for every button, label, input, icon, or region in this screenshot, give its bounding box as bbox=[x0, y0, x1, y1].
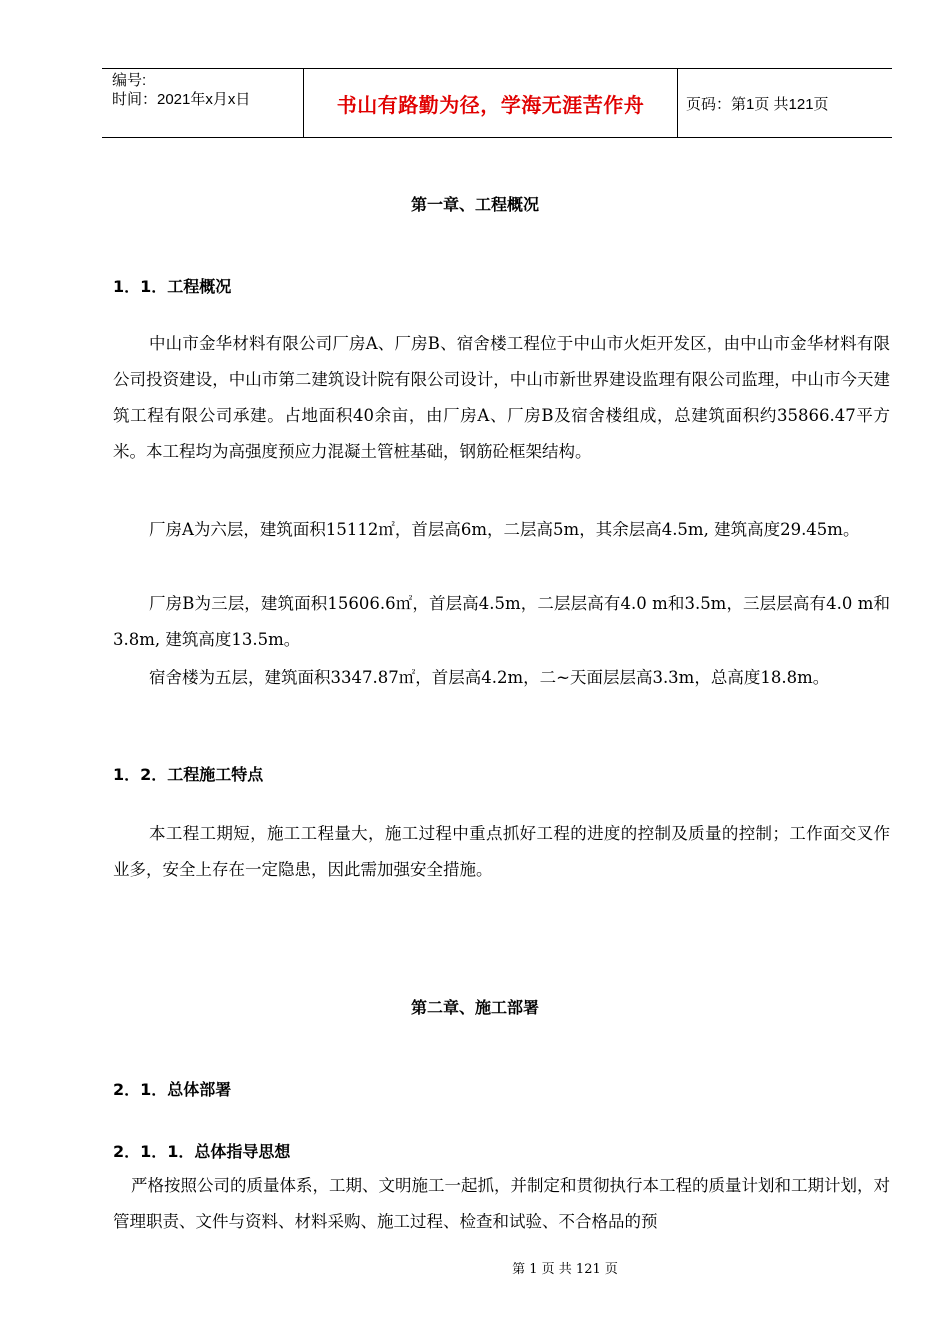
section-1-2-paragraph-1: 本工程工期短，施工工程量大，施工过程中重点抓好工程的进度的控制及质量的控制；工作面交叉作业多，安全上存在一定隐患，因此需加强安全措施。 bbox=[113, 824, 890, 879]
section-2-1-title: 2．1．总体部署 bbox=[113, 1080, 232, 1099]
header-time-label: 时间：2021年x月x日 bbox=[112, 91, 251, 108]
header-number-label: 编号: bbox=[112, 72, 147, 89]
chapter-1-title: 第一章、工程概况 bbox=[410, 195, 539, 214]
chapter-2-title: 第二章、施工部署 bbox=[410, 998, 539, 1017]
footer-page-number: 第 1 页 共 121 页 bbox=[512, 1262, 618, 1277]
section-1-1-paragraph-3: 厂房B为三层，建筑面积15606.6㎡，首层高4.5m，二层层高有4.0 m和3.5m，三层层高有4.0 m和3.8m, 建筑高度13.5m。 bbox=[113, 594, 890, 649]
page-header bbox=[102, 68, 892, 138]
section-1-1-paragraph-4: 宿舍楼为五层，建筑面积3347.87㎡，首层高4.2m，二~天面层层高3.3m，总高度18.8m。 bbox=[149, 668, 830, 687]
header-page-label: 页码：第1页 共121页 bbox=[686, 95, 829, 113]
header-motto: 书山有路勤为径，学海无涯苦作舟 bbox=[304, 69, 678, 137]
section-1-1-paragraph-1: 中山市金华材料有限公司厂房A、厂房B、宿舍楼工程位于中山市火炬开发区，由中山市金华材料有限公司投资建设，中山市第二建筑设计院有限公司设计，中山市新世界建设监理有限公司监理，中山市今天建筑工程有限公司承建。占地面积40余亩，由厂房A、厂房B及宿舍楼组成，总建筑面积约35866.47平方米。本工程均为高强度预应力混凝土管桩基础，钢筋砼框架结构。 bbox=[113, 334, 890, 461]
section-2-1-1-paragraph-1: 严格按照公司的质量体系，工期、文明施工一起抓，并制定和贯彻执行本工程的质量计划和工期计划，对管理职责、文件与资料、材料采购、施工过程、检查和试验、不合格品的预 bbox=[113, 1176, 890, 1231]
header-meta bbox=[102, 69, 304, 137]
section-1-1-title: 1．1．工程概况 bbox=[113, 277, 232, 296]
section-1-1-paragraph-2: 厂房A为六层，建筑面积15112㎡，首层高6m，二层高5m，其余层高4.5m, 建筑高度29.45m。 bbox=[149, 520, 860, 539]
section-2-1-1-title: 2．1．1．总体指导思想 bbox=[113, 1142, 291, 1161]
section-1-2-title: 1．2．工程施工特点 bbox=[113, 765, 264, 784]
page-footer bbox=[0, 1258, 950, 1277]
